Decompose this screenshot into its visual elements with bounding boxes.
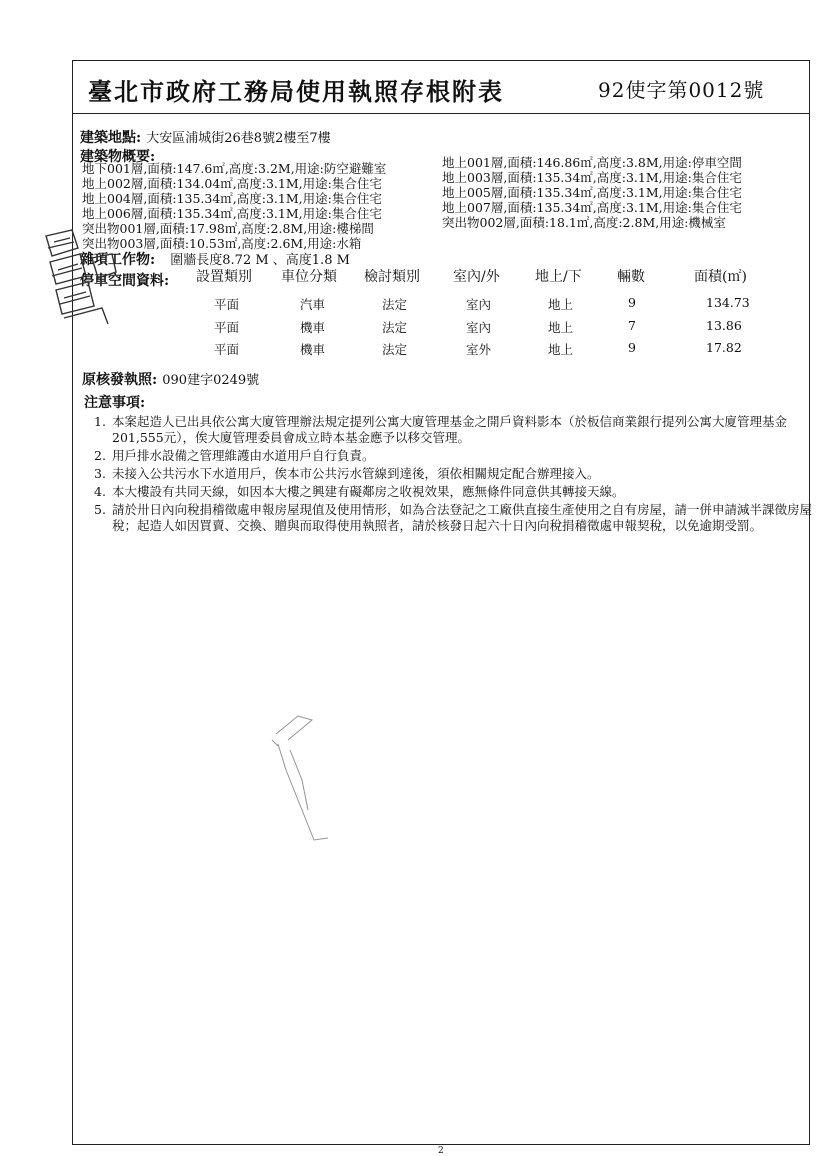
floor-list-right (442, 155, 742, 230)
table-cell: 機車 (300, 320, 326, 335)
note-text: 本大樓設有共同天線，如因本大樓之興建有礙鄰房之收視效果，應無條件同意供其轉接天線。 (112, 484, 625, 499)
overview-label: 建築物概要: (80, 149, 156, 165)
note-text: 本案起造人已出具依公寓大廈管理辦法規定提列公寓大廈管理基金之開戶資料影本（於板信商業銀行提列公寓大廈管理基金201,555元），俟大廈管理委員會成立時本基金應予以移交管理。 (112, 414, 788, 445)
floor-item: 地上001層,面積:146.86㎡,高度:3.8M,用途:停車空間 (442, 155, 742, 170)
floor-item: 地上006層,面積:135.34㎡,高度:3.1M,用途:集合住宅 (82, 206, 382, 221)
table-cell: 室內 (466, 297, 492, 312)
location-row (80, 127, 331, 147)
table-cell: 7 (628, 318, 636, 333)
notes-title: 注意事項: (84, 395, 146, 411)
original-permit-row (82, 369, 259, 389)
location-label: 建築地點: (80, 130, 142, 146)
floor-item: 突出物001層,面積:17.98㎡,高度:2.8M,用途:樓梯間 (82, 221, 374, 236)
floor-item: 突出物002層,面積:18.1㎡,高度:2.8M,用途:機械室 (442, 215, 726, 230)
table-cell: 17.82 (706, 340, 742, 355)
table-cell: 法定 (382, 342, 408, 357)
note-number: 4. (94, 484, 106, 499)
original-permit-value: 090建字0249號 (162, 373, 260, 388)
table-cell: 平面 (214, 342, 240, 357)
note-item (84, 466, 817, 482)
table-cell: 地上 (548, 342, 574, 357)
misc-label: 雜項工作物: (80, 252, 156, 268)
original-permit-label: 原核發執照: (82, 372, 158, 388)
note-item (84, 484, 817, 500)
table-cell: 地上 (548, 320, 574, 335)
notes-section (84, 392, 813, 534)
floor-list-left (82, 161, 386, 251)
parking-header: 輛數 (617, 269, 645, 285)
parking-label: 停車空間資料: (80, 273, 170, 289)
floor-item: 地上002層,面積:134.04㎡,高度:3.1M,用途:集合住宅 (82, 176, 382, 191)
parking-header: 面積(㎡) (694, 269, 747, 285)
table-cell: 汽車 (300, 297, 326, 312)
floor-item: 突出物003層,面積:10.53㎡,高度:2.6M,用途:水箱 (82, 236, 362, 251)
floor-item: 地下001層,面積:147.6㎡,高度:3.2M,用途:防空避難室 (82, 161, 387, 176)
floor-item: 地上004層,面積:135.34㎡,高度:3.1M,用途:集合住宅 (82, 191, 382, 206)
note-number: 1. (94, 414, 106, 429)
table-cell: 平面 (214, 320, 240, 335)
location-value: 大安區浦城街26巷8號2樓至7樓 (146, 131, 331, 146)
parking-header: 車位分類 (281, 269, 337, 285)
seal-stamp-mark (42, 228, 120, 328)
table-cell: 法定 (382, 320, 408, 335)
document-title: 臺北市政府工務局使用執照存根附表 (88, 77, 504, 106)
parking-header: 檢討類別 (364, 269, 420, 285)
parking-header: 室內/外 (453, 269, 500, 285)
note-item (84, 414, 817, 446)
note-number: 5. (94, 502, 106, 517)
note-number: 2. (94, 448, 106, 463)
pen-scribble-mark (268, 710, 338, 850)
floor-item: 地上007層,面積:135.34㎡,高度:3.1M,用途:集合住宅 (442, 200, 742, 215)
table-cell: 13.86 (706, 318, 742, 333)
note-item (84, 448, 817, 464)
note-text: 未接入公共污水下水道用戶，俟本市公共污水管線到達後，須依相關規定配合辦理接入。 (112, 466, 600, 481)
table-cell: 平面 (214, 297, 240, 312)
table-cell: 地上 (548, 297, 574, 312)
table-cell: 法定 (382, 297, 408, 312)
note-text: 請於卅日內向稅捐稽徵處申報房屋現值及使用情形，如為合法登記之工廠供直接生產使用之自有房屋，請一併申請減半課徵房屋稅；起造人如因買賣、交換、贈與而取得使用執照者，請於核發日起六十日內向稅捐稽徵處申報契稅，以免逾期受罰。 (112, 502, 813, 533)
parking-header: 地上/下 (535, 269, 582, 285)
table-cell: 9 (628, 295, 636, 310)
misc-value: 圍牆長度8.72 M 、高度1.8 M (170, 253, 350, 268)
table-cell: 室外 (466, 342, 492, 357)
floor-item: 地上003層,面積:135.34㎡,高度:3.1M,用途:集合住宅 (442, 170, 742, 185)
note-number: 3. (94, 466, 106, 481)
note-item (84, 502, 817, 534)
table-cell: 134.73 (706, 295, 750, 310)
table-cell: 機車 (300, 342, 326, 357)
page-number: 2 (438, 1146, 444, 1156)
parking-header: 設置類別 (196, 269, 252, 285)
floor-item: 地上005層,面積:135.34㎡,高度:3.1M,用途:集合住宅 (442, 185, 742, 200)
table-cell: 9 (628, 340, 636, 355)
table-cell: 室內 (466, 320, 492, 335)
note-text: 用戶排水設備之管理維護由水道用戶自行負責。 (112, 448, 375, 463)
permit-number: 92使字第0012號 (598, 78, 765, 102)
